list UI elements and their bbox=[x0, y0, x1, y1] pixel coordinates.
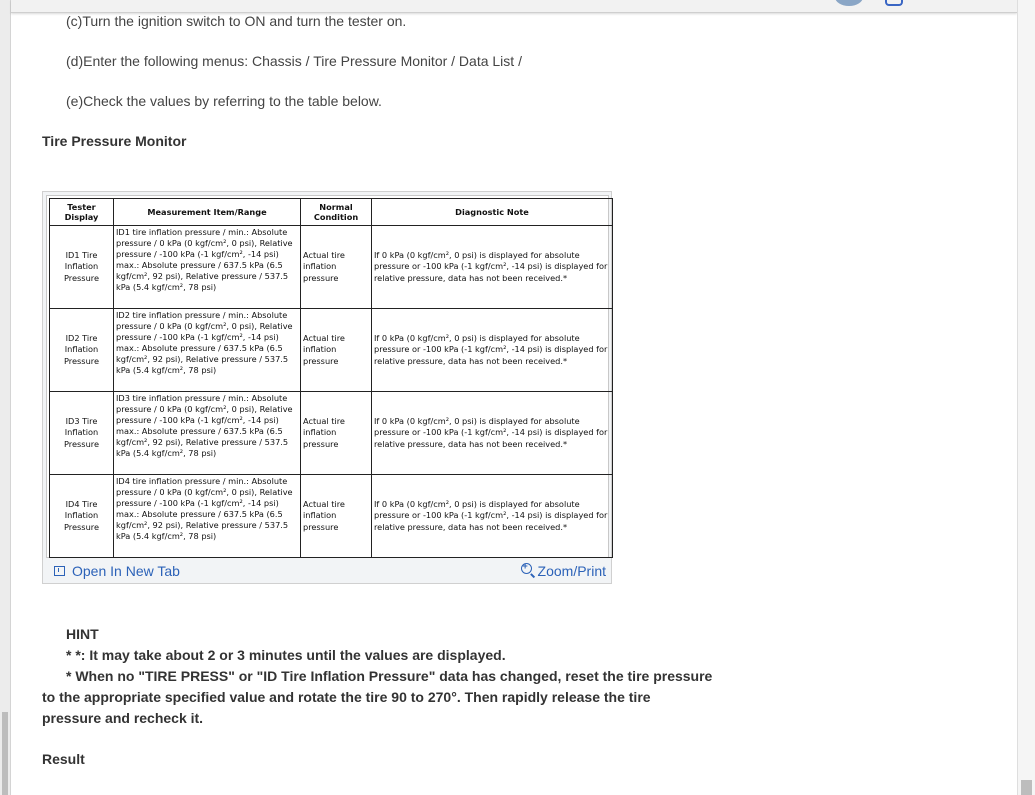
cell-measurement: ID4 tire inflation pressure / min.: Absolute pressure / 0 kPa (0 kgf/cm², 0 psi), Relative pressure / -100 kPa (-1 kgf/cm², -14 psi) max.: Absolute pressure / 637.5 kPa (6.5 kgf/cm², 92 psi), Relative pressure / 537.5 kPa (5.4 kgf/cm², 78 psi) bbox=[114, 475, 301, 558]
hint-line-1: * *: It may take about 2 or 3 minutes until the values are displayed. bbox=[66, 647, 506, 663]
header-normal-condition: Normal Condition bbox=[301, 199, 372, 226]
cell-measurement: ID1 tire inflation pressure / min.: Absolute pressure / 0 kPa (0 kgf/cm², 0 psi), Relative pressure / -100 kPa (-1 kgf/cm², -14 psi) max.: Absolute pressure / 637.5 kPa (6.5 kgf/cm², 92 psi), Relative pressure / 537.5 kPa (5.4 kgf/cm², 78 psi) bbox=[114, 226, 301, 309]
table-image bbox=[46, 195, 609, 558]
cell-normal-condition: Actual tire inflation pressure bbox=[301, 226, 372, 309]
cell-diagnostic-note: If 0 kPa (0 kgf/cm², 0 psi) is displayed for absolute pressure or -100 kPa (-1 kgf/cm², -14 psi) is displayed for relative pressure, data has not been received.* bbox=[372, 226, 613, 309]
cell-tester-display: ID2 Tire Inflation Pressure bbox=[50, 309, 114, 392]
cell-normal-condition: Actual tire inflation pressure bbox=[301, 392, 372, 475]
open-new-tab-icon bbox=[54, 566, 65, 576]
step-d: (d)Enter the following menus: Chassis / Tire Pressure Monitor / Data List / bbox=[66, 53, 522, 69]
scroll-down-arrow[interactable] bbox=[1021, 780, 1032, 795]
toolbar-circle-icon[interactable] bbox=[835, 0, 863, 6]
left-scrollbar[interactable] bbox=[0, 0, 11, 795]
table-row bbox=[50, 475, 613, 558]
cell-diagnostic-note: If 0 kPa (0 kgf/cm², 0 psi) is displayed for absolute pressure or -100 kPa (-1 kgf/cm², -14 psi) is displayed for relative pressure, data has not been received.* bbox=[372, 475, 613, 558]
hint-title: HINT bbox=[66, 626, 99, 642]
step-c: (c)Turn the ignition switch to ON and turn the tester on. bbox=[66, 13, 407, 29]
toolbar-bookmark-icon[interactable] bbox=[885, 0, 903, 6]
hint-line-3: to the appropriate specified value and rotate the tire 90 to 270°. Then rapidly release the tire bbox=[42, 689, 651, 705]
table-row bbox=[50, 392, 613, 475]
open-in-new-tab-link[interactable] bbox=[54, 563, 180, 579]
cell-tester-display: ID3 Tire Inflation Pressure bbox=[50, 392, 114, 475]
table-figure bbox=[42, 191, 612, 584]
zoom-print-label: Zoom/Print bbox=[537, 563, 606, 579]
cell-diagnostic-note: If 0 kPa (0 kgf/cm², 0 psi) is displayed for absolute pressure or -100 kPa (-1 kgf/cm², -14 psi) is displayed for relative pressure, data has not been received.* bbox=[372, 309, 613, 392]
right-scrollbar[interactable] bbox=[1017, 0, 1035, 795]
cell-normal-condition: Actual tire inflation pressure bbox=[301, 475, 372, 558]
cell-diagnostic-note: If 0 kPa (0 kgf/cm², 0 psi) is displayed for absolute pressure or -100 kPa (-1 kgf/cm², -14 psi) is displayed for relative pressure, data has not been received.* bbox=[372, 392, 613, 475]
header-tester-display: Tester Display bbox=[50, 199, 114, 226]
table-row bbox=[50, 226, 613, 309]
section-title: Tire Pressure Monitor bbox=[42, 133, 187, 149]
zoom-print-link[interactable] bbox=[521, 563, 606, 579]
cell-tester-display: ID1 Tire Inflation Pressure bbox=[50, 226, 114, 309]
header-diagnostic-note: Diagnostic Note bbox=[372, 199, 613, 226]
table-row bbox=[50, 309, 613, 392]
cell-normal-condition: Actual tire inflation pressure bbox=[301, 309, 372, 392]
data-list-table bbox=[49, 198, 613, 558]
zoom-in-icon bbox=[521, 563, 532, 574]
hint-line-4: pressure and recheck it. bbox=[42, 710, 204, 726]
left-scroll-thumb[interactable] bbox=[2, 712, 8, 795]
table-header-row bbox=[50, 199, 613, 226]
result-title: Result bbox=[42, 751, 85, 767]
step-e: (e)Check the values by referring to the table below. bbox=[66, 93, 382, 109]
cell-measurement: ID3 tire inflation pressure / min.: Absolute pressure / 0 kPa (0 kgf/cm², 0 psi), Relative pressure / -100 kPa (-1 kgf/cm², -14 psi) max.: Absolute pressure / 637.5 kPa (6.5 kgf/cm², 92 psi), Relative pressure / 537.5 kPa (5.4 kgf/cm², 78 psi) bbox=[114, 392, 301, 475]
cell-measurement: ID2 tire inflation pressure / min.: Absolute pressure / 0 kPa (0 kgf/cm², 0 psi), Relative pressure / -100 kPa (-1 kgf/cm², -14 psi) max.: Absolute pressure / 637.5 kPa (6.5 kgf/cm², 92 psi), Relative pressure / 537.5 kPa (5.4 kgf/cm², 78 psi) bbox=[114, 309, 301, 392]
figure-footer bbox=[43, 560, 611, 582]
cell-tester-display: ID4 Tire Inflation Pressure bbox=[50, 475, 114, 558]
top-toolbar bbox=[11, 0, 1017, 13]
hint-line-2: * When no "TIRE PRESS" or "ID Tire Inflation Pressure" data has changed, reset the tire pressure bbox=[66, 668, 713, 684]
open-in-new-tab-label: Open In New Tab bbox=[72, 563, 180, 579]
header-measurement-item: Measurement Item/Range bbox=[114, 199, 301, 226]
